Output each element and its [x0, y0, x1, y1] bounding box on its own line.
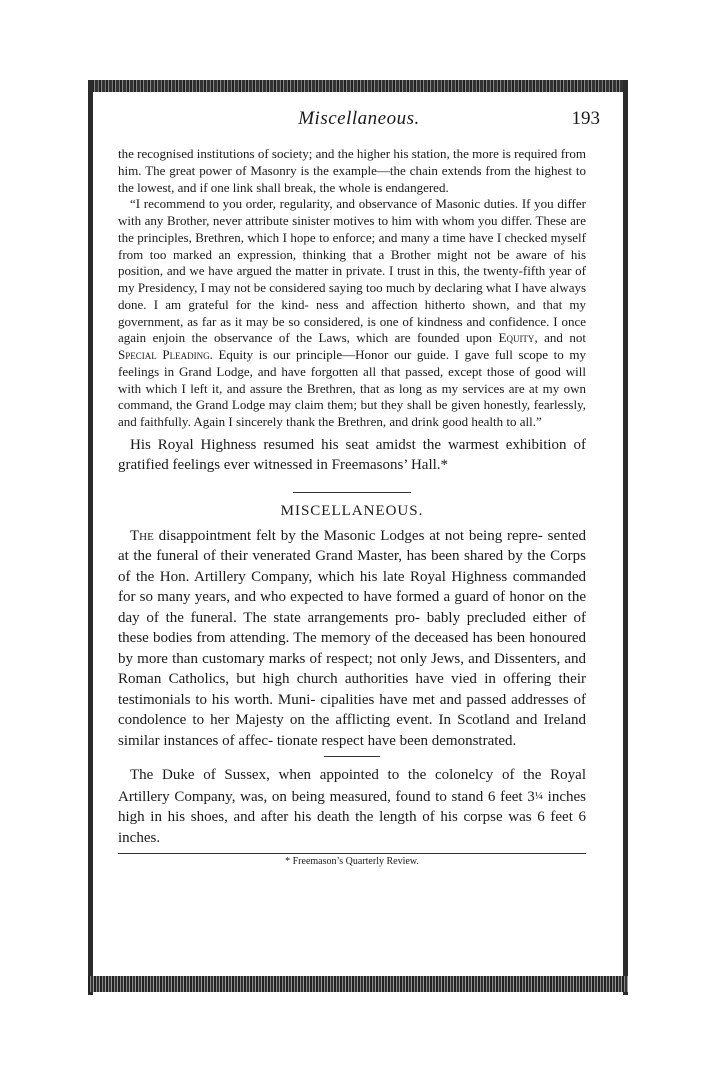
small-caps-equity: Equity — [498, 330, 535, 346]
fraction-quarter: ¼ — [534, 789, 543, 802]
text-line: position, and we have argued the matter in private. I trust in this, the — [118, 263, 480, 279]
text-line: to all.” — [506, 414, 542, 429]
text-line: passed, except those of good will with which I left it, and assure the — [118, 363, 586, 396]
text-line: tionate respect have been demonstrated. — [276, 732, 517, 749]
text-line: , and not — [534, 330, 586, 346]
text-line: be so considered, is one of kindness and confidence. I once again enjoin — [118, 313, 586, 346]
miscellaneous-paragraph — [118, 526, 586, 752]
text-line: 6 feet 6 inches. — [118, 809, 586, 846]
text-line: of gratified feelings ever witnessed in Freemasons’ Hall.* — [118, 436, 587, 474]
text-line: bably precluded either of these bodies from attending. The memory of — [118, 609, 586, 647]
text-line: duties. If you differ with any Brother, never attribute sinister motives to — [118, 196, 586, 228]
text-line: inches high in his shoes, and after his death the length of his corpse was — [118, 788, 586, 826]
text-line: cipalities have met and passed addresses of condolence to her Majesty on — [118, 691, 587, 729]
footnote-rule — [118, 853, 586, 854]
text-line: the deceased has been honoured by more than customary marks of respect; — [118, 630, 586, 667]
text-line: faithfully. Again I sincerely thank the Brethren, and drink good health — [140, 414, 504, 429]
text-line: Artillery Company, was, on being measured, found to stand 6 feet 3 — [118, 788, 535, 805]
text-line: “I recommend to you order, regularity, and observance of Masonic — [130, 196, 481, 212]
small-caps-the: The — [130, 527, 154, 544]
text-line: disappointment felt by the Masonic Lodges at not being repre- — [153, 527, 543, 544]
page-header — [118, 108, 600, 136]
text-line: chain extends from the highest to the lowest, and if one link shall break, the — [118, 162, 586, 195]
speech-paragraph — [118, 146, 586, 196]
text-line: His Royal Highness resumed his seat amidst the warmest exhibition — [130, 436, 567, 453]
text-line: the observance of the Laws, which are founded upon — [191, 330, 493, 346]
text-line: full scope to my feelings in Grand Lodge, and have forgotten all that — [118, 347, 587, 379]
text-line: him with whom you differ. These are the principles, Brethren, which I — [118, 213, 587, 245]
text-line: marked an expression, thinking that a Brother might not be aware of his — [172, 246, 587, 262]
text-line: the recognised institutions of society; and the higher his station, the more — [118, 146, 499, 161]
bottom-border-rule — [88, 976, 628, 992]
text-line: the Corps of the Hon. Artillery Company, which his late Royal Highness — [118, 548, 586, 585]
page-number: 193 — [571, 108, 600, 129]
text-line: ness and affection hitherto shown, and that my government, as far as it may — [118, 296, 587, 329]
text-line: The Duke of Sussex, when appointed to the colonelcy of the Royal — [130, 767, 586, 784]
text-line: not only Jews, and Dissenters, and Roman Catholics, but high church — [118, 650, 587, 688]
speech-paragraph — [118, 196, 586, 431]
text-line: twenty-fifth year of my Presidency, I may not be considered saying too — [118, 263, 587, 295]
text-line: whole is endangered. — [338, 179, 449, 195]
paragraph-divider — [324, 756, 380, 757]
text-line: Brethren, that as long as my services are at my own command, the Grand — [118, 380, 586, 413]
text-line: authorities have vied in offering their testimonials to his worth. Muni- — [118, 671, 587, 708]
page-body — [118, 146, 586, 867]
running-head: Miscellaneous. — [298, 108, 420, 129]
section-divider — [293, 492, 411, 493]
text-line: commanded for so many years, and who expected to have formed a — [118, 568, 587, 606]
text-line: much by declaring what I have always done. I am grateful for the kind- — [118, 280, 587, 312]
small-caps-special-pleading: Special Pleading — [118, 347, 210, 362]
text-line: Lodge may claim them; but they shall be given honestly, fearlessly, and — [118, 397, 586, 429]
text-line: is required from him. The great power of Masonry is the example—the — [118, 146, 586, 178]
text-line: sented at the funeral of their venerated Grand Master, has been shared by — [118, 527, 586, 565]
section-title: MISCELLANEOUS. — [280, 502, 424, 519]
sussex-paragraph — [118, 765, 586, 848]
text-line: . Equity is our principle—Honor our guide. I gave — [209, 347, 490, 362]
text-line: guard of honor on the day of the funeral. The state arrangements pro- — [118, 589, 587, 626]
footnote: * Freemason’s Quarterly Review. — [285, 856, 419, 868]
text-line: hope to enforce; and many a time have I checked myself from too — [118, 229, 587, 262]
closing-paragraph — [118, 435, 586, 476]
text-line: the afflicting event. In Scotland and Ireland similar instances of affec- — [118, 712, 586, 749]
